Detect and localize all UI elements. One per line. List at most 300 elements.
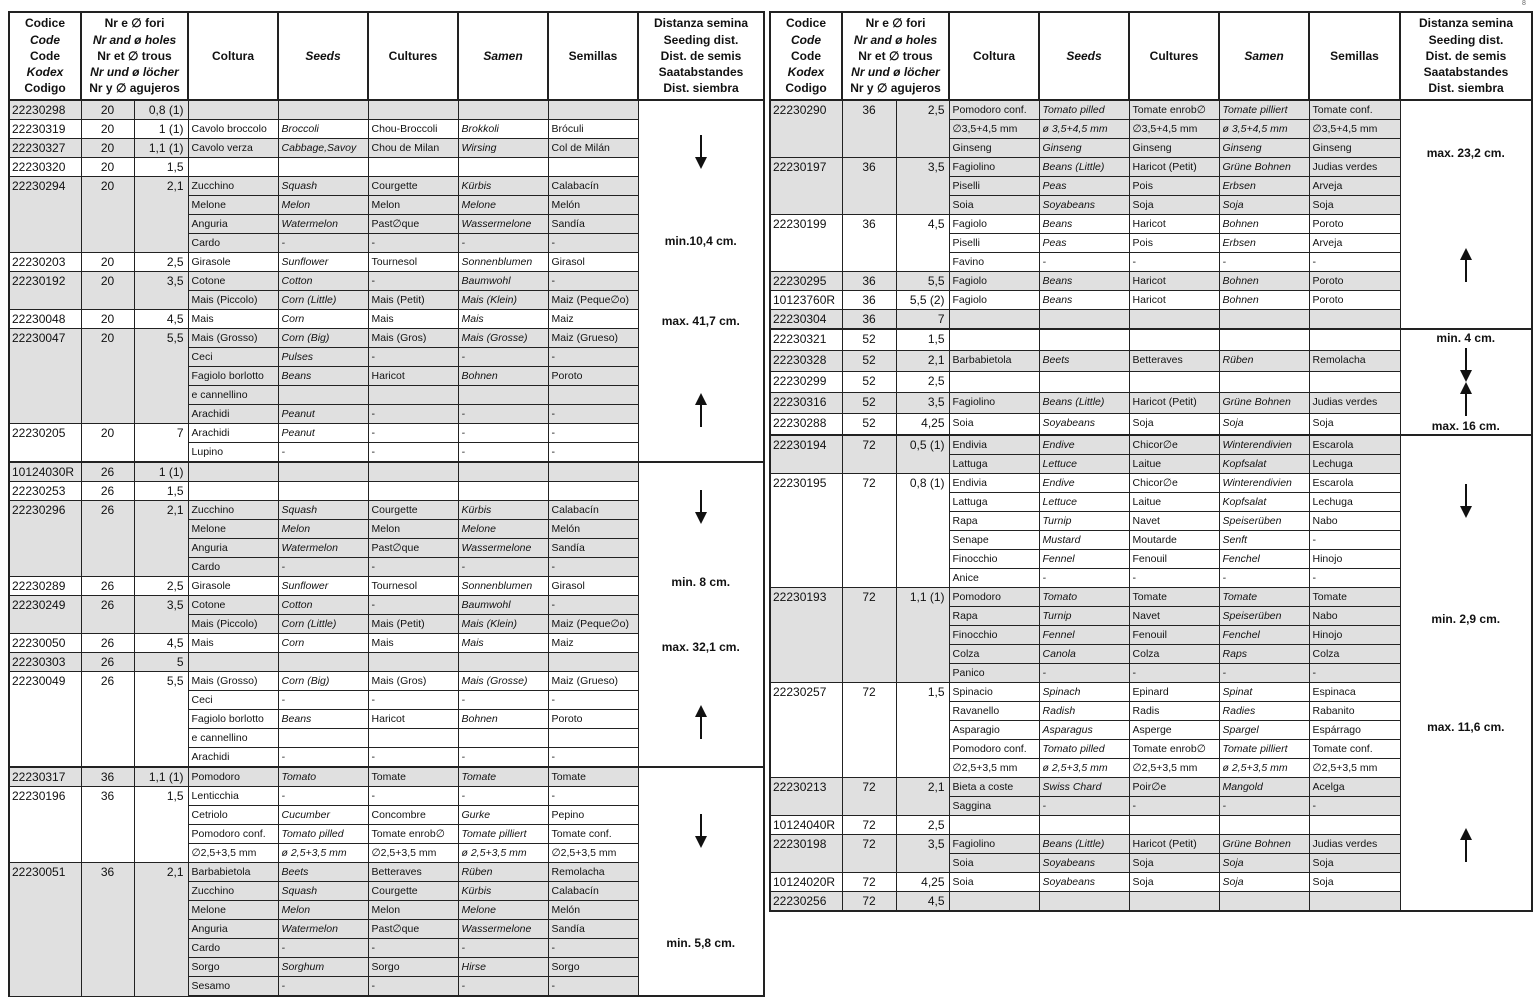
semillas-cell: - <box>548 405 638 424</box>
arrow-down-icon <box>693 488 709 524</box>
cultures-cell: Asperge <box>1129 721 1219 740</box>
coltura-cell: Anguria <box>188 920 278 939</box>
header-distance: Distanza semina Seeding dist. Dist. de semis Saatabstandes Dist. siembra <box>1400 12 1532 100</box>
semillas-cell: - <box>1309 253 1400 272</box>
header-holes: Nr e ∅ fori Nr and ø holes Nr et ∅ trous Nr und ø löcher Nr y ∅ agujeros <box>842 12 949 100</box>
samen-cell: Tomate <box>458 767 548 787</box>
semillas-cell <box>548 729 638 748</box>
table-row <box>770 329 1532 351</box>
cultures-cell: Haricot (Petit) <box>1129 392 1219 413</box>
seeds-cell: - <box>278 939 368 958</box>
samen-cell: Winterendivien <box>1219 435 1309 455</box>
semillas-cell: Colza <box>1309 645 1400 664</box>
coltura-cell: Melone <box>188 520 278 539</box>
hole-count-cell: 36 <box>81 767 134 787</box>
cultures-cell <box>1129 892 1219 912</box>
samen-cell: - <box>1219 569 1309 588</box>
seeds-cell: Melon <box>278 901 368 920</box>
samen-cell: Kopfsalat <box>1219 493 1309 512</box>
seeds-cell: Cucumber <box>278 806 368 825</box>
semillas-cell <box>548 158 638 177</box>
cultures-cell: - <box>368 939 458 958</box>
seeds-cell: Pulses <box>278 348 368 367</box>
semillas-cell: Maiz (Grueso) <box>548 329 638 348</box>
seeding-distance-cell <box>1400 100 1532 329</box>
coltura-cell: Soia <box>949 196 1039 215</box>
samen-cell: Tomate pilliert <box>1219 100 1309 120</box>
coltura-cell: Ginseng <box>949 139 1039 158</box>
coltura-cell: e cannellino <box>188 386 278 405</box>
cultures-cell: - <box>1129 253 1219 272</box>
cultures-cell: Haricot (Petit) <box>1129 835 1219 854</box>
hole-diameter-cell: 4,25 <box>896 413 949 435</box>
samen-cell: Hirse <box>458 958 548 977</box>
cultures-cell: Chou de Milan <box>368 139 458 158</box>
samen-cell: Fenchel <box>1219 626 1309 645</box>
seeds-cell: - <box>278 691 368 710</box>
cultures-cell: Pois <box>1129 234 1219 253</box>
product-code-cell: 10124030R <box>9 462 81 482</box>
cultures-cell: Chou-Broccoli <box>368 120 458 139</box>
cultures-cell: - <box>368 977 458 997</box>
coltura-cell: Rapa <box>949 607 1039 626</box>
seeds-cell: Peas <box>1039 234 1129 253</box>
cultures-cell: - <box>368 558 458 577</box>
hole-count-cell: 20 <box>81 158 134 177</box>
hole-diameter-cell: 0,8 (1) <box>134 100 188 120</box>
product-code-cell: 22230327 <box>9 139 81 158</box>
header-holes: Nr e ∅ fori Nr and ø holes Nr et ∅ trous Nr und ø löcher Nr y ∅ agujeros <box>81 12 188 100</box>
coltura-cell: Soia <box>949 873 1039 892</box>
coltura-cell <box>949 816 1039 835</box>
header-code: Codice Code Code Kodex Codigo <box>9 12 81 100</box>
coltura-cell: Fagiolo <box>949 272 1039 291</box>
samen-cell: Sonnenblumen <box>458 253 548 272</box>
product-code-cell: 22230213 <box>770 778 842 816</box>
seeds-cell: Sunflower <box>278 577 368 596</box>
hole-diameter-cell: 2,1 <box>896 351 949 372</box>
cultures-cell: Betteraves <box>1129 351 1219 372</box>
product-code-cell: 22230294 <box>9 177 81 253</box>
cultures-cell: Laitue <box>1129 493 1219 512</box>
seeds-cell: Lettuce <box>1039 455 1129 474</box>
seed-plate-table-right <box>769 11 1533 912</box>
seeding-distance-cell <box>638 462 764 767</box>
product-code-cell: 22230195 <box>770 474 842 588</box>
semillas-cell: Tomate <box>1309 588 1400 607</box>
samen-cell <box>1219 816 1309 835</box>
cultures-cell <box>1129 310 1219 330</box>
hole-count-cell: 20 <box>81 120 134 139</box>
seeds-cell: Soyabeans <box>1039 854 1129 873</box>
hole-diameter-cell: 5,5 <box>896 272 949 291</box>
arrow-up-icon <box>693 705 709 741</box>
semillas-cell: Acelga <box>1309 778 1400 797</box>
seeds-cell <box>278 729 368 748</box>
samen-cell: Bohnen <box>1219 272 1309 291</box>
coltura-cell: Arachidi <box>188 748 278 768</box>
semillas-cell: Espárrago <box>1309 721 1400 740</box>
semillas-cell: - <box>1309 569 1400 588</box>
seeds-cell: - <box>278 234 368 253</box>
header-code: Codice Code Code Kodex Codigo <box>770 12 842 100</box>
semillas-cell: Escarola <box>1309 435 1400 455</box>
arrow-down-icon <box>693 812 709 848</box>
product-code-cell: 22230198 <box>770 835 842 873</box>
semillas-cell: Maiz (Peque∅o) <box>548 291 638 310</box>
seeds-cell: - <box>1039 253 1129 272</box>
semillas-cell: Soja <box>1309 873 1400 892</box>
coltura-cell: Girasole <box>188 253 278 272</box>
seeds-cell: ø 3,5+4,5 mm <box>1039 120 1129 139</box>
coltura-cell: Pomodoro conf. <box>949 100 1039 120</box>
semillas-cell: Girasol <box>548 253 638 272</box>
hole-diameter-cell: 7 <box>896 310 949 330</box>
samen-cell: - <box>458 443 548 463</box>
seeds-cell: Watermelon <box>278 215 368 234</box>
semillas-cell: Calabacín <box>548 882 638 901</box>
semillas-cell: - <box>548 977 638 997</box>
coltura-cell: Panico <box>949 664 1039 683</box>
semillas-cell: Hinojo <box>1309 626 1400 645</box>
cultures-cell: Courgette <box>368 177 458 196</box>
coltura-cell: Ceci <box>188 691 278 710</box>
hole-diameter-cell: 4,5 <box>896 892 949 912</box>
cultures-cell: - <box>368 748 458 768</box>
coltura-cell <box>949 372 1039 393</box>
product-code-cell: 22230051 <box>9 863 81 997</box>
cultures-cell: Epinard <box>1129 683 1219 702</box>
cultures-cell <box>1129 329 1219 351</box>
seeding-distance-value: max. 11,6 cm. <box>1427 720 1505 735</box>
seeds-cell: Beans <box>278 710 368 729</box>
product-code-cell: 22230328 <box>770 351 842 372</box>
hole-diameter-cell: 1,5 <box>134 482 188 501</box>
product-code-cell: 22230194 <box>770 435 842 474</box>
cultures-cell: Haricot <box>368 367 458 386</box>
coltura-cell: Senape <box>949 531 1039 550</box>
product-code-cell: 22230203 <box>9 253 81 272</box>
semillas-cell: Melón <box>548 901 638 920</box>
samen-cell <box>458 158 548 177</box>
cultures-cell <box>1129 372 1219 393</box>
hole-count-cell: 20 <box>81 253 134 272</box>
cultures-cell: Tournesol <box>368 577 458 596</box>
coltura-cell: Cavolo verza <box>188 139 278 158</box>
samen-cell: Gurke <box>458 806 548 825</box>
cultures-cell: Poir∅e <box>1129 778 1219 797</box>
product-code-cell: 22230256 <box>770 892 842 912</box>
seeds-cell: Endive <box>1039 474 1129 493</box>
cultures-cell: Ginseng <box>1129 139 1219 158</box>
page-corner-mark: 8 <box>1522 0 1526 7</box>
coltura-cell: Rapa <box>949 512 1039 531</box>
hole-diameter-cell: 4,5 <box>896 215 949 272</box>
seeds-cell: Turnip <box>1039 512 1129 531</box>
semillas-cell: - <box>548 558 638 577</box>
hole-count-cell: 26 <box>81 577 134 596</box>
table-row <box>770 100 1532 120</box>
hole-diameter-cell: 2,1 <box>896 778 949 816</box>
cultures-cell: Sorgo <box>368 958 458 977</box>
coltura-cell <box>188 462 278 482</box>
samen-cell: Soja <box>1219 413 1309 435</box>
seeding-distance-cell <box>1400 329 1532 435</box>
cultures-cell: Tomate <box>1129 588 1219 607</box>
hole-count-cell: 52 <box>842 329 896 351</box>
hole-diameter-cell: 2,1 <box>134 501 188 577</box>
seeds-cell: - <box>1039 569 1129 588</box>
samen-cell: Wirsing <box>458 139 548 158</box>
coltura-cell: Mais (Grosso) <box>188 672 278 691</box>
samen-cell: Radies <box>1219 702 1309 721</box>
coltura-cell: Endivia <box>949 474 1039 493</box>
coltura-cell: Zucchino <box>188 177 278 196</box>
samen-cell: Mais (Klein) <box>458 615 548 634</box>
seeds-cell: - <box>1039 797 1129 816</box>
semillas-cell: Maiz <box>548 310 638 329</box>
semillas-cell: Poroto <box>548 710 638 729</box>
product-code-cell: 22230047 <box>9 329 81 424</box>
product-code-cell: 22230288 <box>770 413 842 435</box>
samen-cell: Kürbis <box>458 501 548 520</box>
cultures-cell: Melon <box>368 901 458 920</box>
semillas-cell: Bróculi <box>548 120 638 139</box>
cultures-cell: Mais (Petit) <box>368 615 458 634</box>
samen-cell: Melone <box>458 520 548 539</box>
coltura-cell: Cavolo broccolo <box>188 120 278 139</box>
cultures-cell: Tomate enrob∅ <box>368 825 458 844</box>
coltura-cell <box>949 892 1039 912</box>
seeding-distance-value: min.10,4 cm. <box>664 234 737 248</box>
seeds-cell: Beets <box>1039 351 1129 372</box>
table-header-row <box>9 12 764 100</box>
semillas-cell: Calabacín <box>548 501 638 520</box>
header-samen: Samen <box>1219 12 1309 100</box>
hole-count-cell: 36 <box>81 787 134 863</box>
hole-count-cell: 26 <box>81 672 134 768</box>
product-code-cell: 22230050 <box>9 634 81 653</box>
cultures-cell: ∅3,5+4,5 mm <box>1129 120 1219 139</box>
header-samen: Samen <box>458 12 548 100</box>
hole-diameter-cell: 1,1 (1) <box>134 139 188 158</box>
semillas-cell <box>1309 329 1400 351</box>
hole-count-cell: 36 <box>842 272 896 291</box>
arrow-down-icon <box>1458 346 1474 382</box>
seeds-cell <box>1039 892 1129 912</box>
samen-cell: Soja <box>1219 873 1309 892</box>
cultures-cell: Haricot <box>1129 272 1219 291</box>
cultures-cell: - <box>1129 797 1219 816</box>
samen-cell: Speiserüben <box>1219 607 1309 626</box>
samen-cell: - <box>458 234 548 253</box>
product-code-cell: 22230257 <box>770 683 842 778</box>
coltura-cell: Melone <box>188 196 278 215</box>
samen-cell: Speiserüben <box>1219 512 1309 531</box>
seeds-cell: - <box>1039 664 1129 683</box>
hole-count-cell: 20 <box>81 139 134 158</box>
seeds-cell: Beets <box>278 863 368 882</box>
samen-cell: Bohnen <box>458 710 548 729</box>
cultures-cell: Melon <box>368 520 458 539</box>
seeds-cell <box>278 100 368 120</box>
product-code-cell: 22230319 <box>9 120 81 139</box>
hole-diameter-cell: 4,25 <box>896 873 949 892</box>
hole-diameter-cell: 0,8 (1) <box>896 474 949 588</box>
samen-cell: Kürbis <box>458 882 548 901</box>
coltura-cell: Zucchino <box>188 882 278 901</box>
samen-cell: Grüne Bohnen <box>1219 158 1309 177</box>
hole-diameter-cell: 1,5 <box>896 329 949 351</box>
product-code-cell: 22230205 <box>9 424 81 463</box>
seeds-cell: Tomato <box>278 767 368 787</box>
coltura-cell: Sorgo <box>188 958 278 977</box>
seeds-cell: Peanut <box>278 405 368 424</box>
seeds-cell: Corn (Little) <box>278 291 368 310</box>
cultures-cell <box>1129 816 1219 835</box>
semillas-cell: ∅2,5+3,5 mm <box>1309 759 1400 778</box>
hole-diameter-cell: 1 (1) <box>134 462 188 482</box>
header-semillas: Semillas <box>1309 12 1400 100</box>
cultures-cell: ∅2,5+3,5 mm <box>368 844 458 863</box>
cultures-cell: Haricot <box>1129 215 1219 234</box>
cultures-cell: Moutarde <box>1129 531 1219 550</box>
cultures-cell: Soja <box>1129 854 1219 873</box>
semillas-cell: Espinaca <box>1309 683 1400 702</box>
hole-count-cell: 20 <box>81 100 134 120</box>
hole-count-cell: 52 <box>842 392 896 413</box>
seeds-cell: Corn (Little) <box>278 615 368 634</box>
cultures-cell <box>368 100 458 120</box>
semillas-cell <box>548 653 638 672</box>
cultures-cell <box>368 462 458 482</box>
seeding-distance-value: max. 23,2 cm. <box>1426 145 1505 160</box>
product-code-cell: 22230304 <box>770 310 842 330</box>
semillas-cell: - <box>548 272 638 291</box>
seeds-cell: Endive <box>1039 435 1129 455</box>
cultures-cell: Pois <box>1129 177 1219 196</box>
table-body-left <box>9 100 764 996</box>
hole-diameter-cell: 1,5 <box>896 683 949 778</box>
samen-cell: Bohnen <box>458 367 548 386</box>
coltura-cell: Pomodoro conf. <box>949 740 1039 759</box>
semillas-cell <box>548 462 638 482</box>
cultures-cell: - <box>368 405 458 424</box>
coltura-cell: Asparagio <box>949 721 1039 740</box>
seeds-cell: ø 2,5+3,5 mm <box>1039 759 1129 778</box>
hole-diameter-cell: 2,5 <box>896 100 949 158</box>
samen-cell: ø 2,5+3,5 mm <box>1219 759 1309 778</box>
cultures-cell: - <box>368 443 458 463</box>
seeding-distance-stack <box>1401 436 1532 910</box>
samen-cell: Wassermelone <box>458 920 548 939</box>
semillas-cell: Judias verdes <box>1309 835 1400 854</box>
header-seeds: Seeds <box>278 12 368 100</box>
semillas-cell: Judias verdes <box>1309 158 1400 177</box>
hole-diameter-cell: 1 (1) <box>134 120 188 139</box>
cultures-cell: Courgette <box>368 882 458 901</box>
hole-count-cell: 36 <box>81 863 134 997</box>
cultures-cell: - <box>368 596 458 615</box>
hole-diameter-cell: 0,5 (1) <box>896 435 949 474</box>
samen-cell: ø 3,5+4,5 mm <box>1219 120 1309 139</box>
coltura-cell: Cotone <box>188 596 278 615</box>
samen-cell <box>1219 892 1309 912</box>
product-code-cell: 22230317 <box>9 767 81 787</box>
semillas-cell: - <box>548 748 638 768</box>
coltura-cell: Cardo <box>188 558 278 577</box>
semillas-cell: Tomate conf. <box>1309 740 1400 759</box>
cultures-cell: Radis <box>1129 702 1219 721</box>
coltura-cell: Endivia <box>949 435 1039 455</box>
seeding-distance-value: max. 16 cm. <box>1431 419 1500 433</box>
product-code-cell: 10123760R <box>770 291 842 310</box>
hole-count-cell: 72 <box>842 683 896 778</box>
semillas-cell <box>1309 892 1400 912</box>
header-coltura: Coltura <box>188 12 278 100</box>
samen-cell: - <box>458 348 548 367</box>
cultures-cell <box>368 729 458 748</box>
samen-cell: Mais (Grosse) <box>458 672 548 691</box>
hole-diameter-cell: 3,5 <box>896 392 949 413</box>
coltura-cell <box>188 158 278 177</box>
hole-count-cell: 36 <box>842 291 896 310</box>
product-code-cell: 22230253 <box>9 482 81 501</box>
samen-cell: Erbsen <box>1219 177 1309 196</box>
semillas-cell <box>1309 310 1400 330</box>
hole-count-cell: 36 <box>842 158 896 215</box>
hole-count-cell: 72 <box>842 778 896 816</box>
seeds-cell: Soyabeans <box>1039 196 1129 215</box>
seeds-cell: - <box>278 748 368 768</box>
seeds-cell: Sunflower <box>278 253 368 272</box>
product-code-cell: 22230048 <box>9 310 81 329</box>
samen-cell: Soja <box>1219 854 1309 873</box>
product-code-cell: 22230290 <box>770 100 842 158</box>
samen-cell: - <box>458 787 548 806</box>
seeds-cell: Beans (Little) <box>1039 835 1129 854</box>
seeds-cell: Soyabeans <box>1039 873 1129 892</box>
samen-cell: Erbsen <box>1219 234 1309 253</box>
semillas-cell: - <box>548 939 638 958</box>
cultures-cell: Tomate enrob∅ <box>1129 100 1219 120</box>
seeds-cell: Mustard <box>1039 531 1129 550</box>
table-row <box>9 767 764 787</box>
product-code-cell: 10124040R <box>770 816 842 835</box>
seeds-cell: Beans (Little) <box>1039 158 1129 177</box>
seeds-cell: Cabbage,Savoy <box>278 139 368 158</box>
seeds-cell: Watermelon <box>278 539 368 558</box>
cultures-cell: Navet <box>1129 512 1219 531</box>
semillas-cell: - <box>548 596 638 615</box>
cultures-cell: Haricot (Petit) <box>1129 158 1219 177</box>
samen-cell: Ginseng <box>1219 139 1309 158</box>
table-header-row <box>770 12 1532 100</box>
table-row <box>9 462 764 482</box>
cultures-cell: - <box>368 787 458 806</box>
seeds-cell: - <box>278 443 368 463</box>
cultures-cell: Past∅que <box>368 539 458 558</box>
hole-diameter-cell: 7 <box>134 424 188 463</box>
cultures-cell <box>368 653 458 672</box>
coltura-cell: Mais (Grosso) <box>188 329 278 348</box>
hole-diameter-cell: 5,5 (2) <box>896 291 949 310</box>
coltura-cell: Ravanello <box>949 702 1039 721</box>
seeds-cell: Squash <box>278 501 368 520</box>
semillas-cell: Sandía <box>548 920 638 939</box>
semillas-cell: - <box>1309 531 1400 550</box>
product-code-cell: 10124020R <box>770 873 842 892</box>
